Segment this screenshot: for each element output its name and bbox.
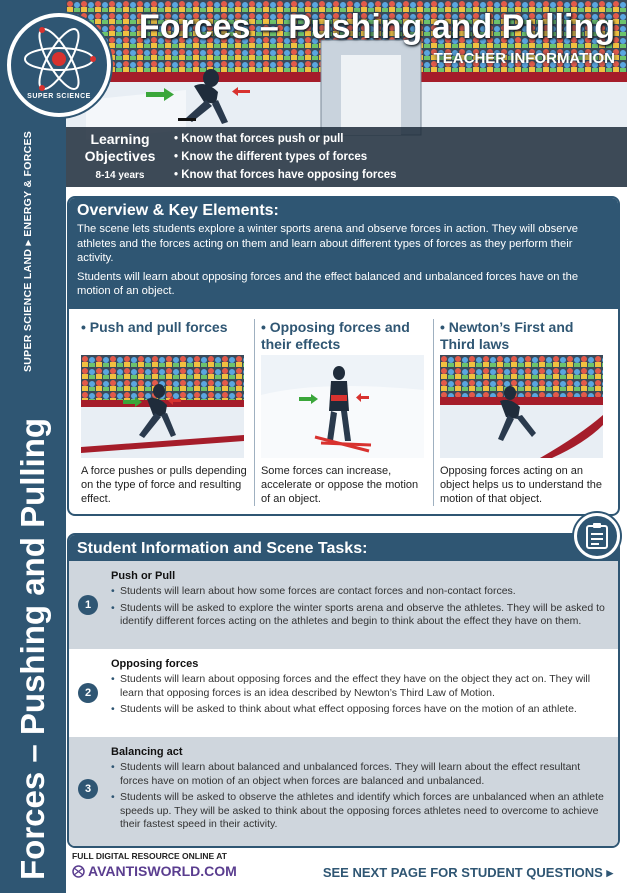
key-element-title: • Opposing forces and their effects (260, 318, 410, 352)
sidebar-title: Forces – Pushing and Pulling (14, 417, 51, 880)
key-element-text: A force pushes or pulls depending on the type of force and resulting effect. (81, 464, 247, 505)
objectives-label-line2: Objectives (84, 147, 156, 164)
push-pull-image (81, 355, 244, 458)
website-link[interactable] (72, 863, 237, 879)
task-title: Push or Pull (111, 570, 176, 582)
objectives-label-line1: Learning (90, 130, 150, 147)
age-range: 8-14 years (95, 169, 145, 181)
page-title: Forces – Pushing and Pulling (138, 8, 615, 46)
task-title: Opposing forces (111, 658, 199, 670)
online-label: FULL DIGITAL RESOURCE ONLINE AT (72, 851, 227, 861)
task-item (69, 737, 618, 848)
opposing-forces-image (261, 355, 424, 458)
sidebar-subtitle: SUPER SCIENCE LAND ▸ ENERGY & FORCES (22, 130, 34, 372)
objectives-label (66, 131, 174, 184)
super-science-logo (7, 13, 111, 117)
task-bullet: • Students will learn about opposing forces and the effect they have on the object they act on. They will learn that opposing forces is an idea described by Newton’s Third Law of Motion. (111, 673, 610, 700)
tasks-section (67, 533, 620, 848)
learning-objectives (66, 127, 627, 187)
objective-item: • Know that forces push or pull (174, 133, 344, 145)
task-number: 3 (78, 779, 98, 799)
overview-heading: Overview & Key Elements: (77, 202, 279, 219)
overview-header (69, 198, 618, 309)
objective-item: • Know the different types of forces (174, 151, 368, 163)
objective-item: • Know that forces have opposing forces (174, 169, 397, 181)
key-elements (69, 309, 618, 506)
clipboard-icon (585, 523, 609, 549)
newton-laws-image (440, 355, 603, 458)
key-element-newton (433, 319, 612, 506)
next-page-link[interactable]: SEE NEXT PAGE FOR STUDENT QUESTIONS ▸ (322, 865, 613, 880)
task-item (69, 561, 618, 649)
key-element-opposing (254, 319, 433, 506)
task-bullet: • Students will learn about balanced and unbalanced forces. They will learn about the effect resultant forces have on motion of an object when forces are balanced and unbalanced. (111, 761, 610, 788)
key-element-title: • Push and pull forces (81, 318, 228, 335)
website-text[interactable]: AVANTISWORLD.COM (88, 863, 237, 879)
task-bullet: • Students will be asked to explore the winter sports arena and observe the athletes. They will be asked to identify different forces acting on the athletes and begin to think about the effect they have on them. (111, 602, 610, 629)
logo-text: SUPER SCIENCE (27, 93, 91, 100)
task-title: Balancing act (111, 746, 183, 758)
task-item (69, 649, 618, 737)
globe-icon (72, 865, 85, 878)
overview-paragraph: Students will learn about opposing forces and the effect balanced and unbalanced forces have on the motion of an object. (77, 270, 579, 297)
task-number: 1 (78, 595, 98, 615)
task-number: 2 (78, 683, 98, 703)
sidebar (0, 0, 66, 893)
overview-paragraph: The scene lets students explore a winter sports arena and observe forces in action. They will observe athletes and the forces acting on them and learn about different types of forces as they perform their activity. (77, 223, 579, 264)
task-bullet: • Students will be asked to think about what effect opposing forces have on the motion of an athlete. (111, 703, 610, 717)
clipboard-badge (574, 513, 620, 559)
tasks-heading: Student Information and Scene Tasks: (69, 535, 618, 561)
key-element-title: • Newton’s First and Third laws (439, 318, 574, 352)
page-subtitle: TEACHER INFORMATION (433, 50, 615, 67)
task-bullet: • Students will be asked to observe the athletes and identify which forces are unbalanced when an athlete speeds up. They will be asked to think about the opposing forces athletes need to overcome to achieve their fastest speed in their activity. (111, 791, 610, 832)
overview-section (67, 196, 620, 516)
key-element-text: Some forces can increase, accelerate or oppose the motion of an object. (260, 464, 419, 505)
key-element-push-pull (75, 319, 254, 506)
key-element-text: Opposing forces acting on an object helps us to understand the motion of that object. (439, 464, 602, 505)
task-bullet: • Students will learn about how some forces are contact forces and non-contact forces. (111, 585, 610, 599)
objectives-list (174, 130, 397, 184)
